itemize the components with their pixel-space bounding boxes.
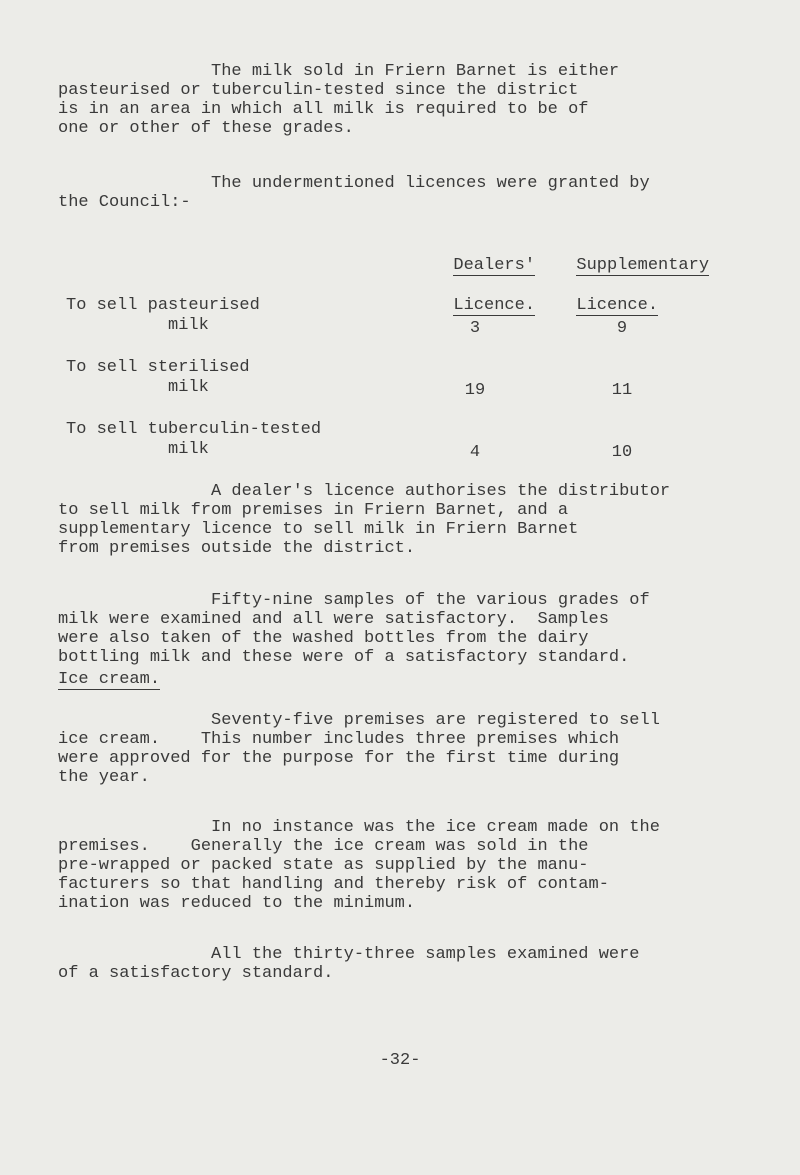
heading-ice-cream: Ice cream.	[58, 670, 161, 689]
paragraph-ice-cream-samples: All the thirty-three samples examined were of a satisfactory standard.	[58, 945, 640, 983]
cell-supplementary-pasteurised: 9	[616, 319, 628, 338]
paragraph-licences-intro: The undermentioned licences were granted by the Council:-	[58, 174, 650, 212]
cell-supplementary-sterilised: 11	[611, 381, 633, 400]
cell-dealers-pasteurised: 3	[469, 319, 481, 338]
paragraph-milk-grades: The milk sold in Friern Barnet is either pasteurised or tuberculin-tested since the district is in an area in which all milk is required to be of one or other of these grades.	[58, 62, 620, 138]
column-header-supplementary-line1: Supplementary	[576, 256, 710, 275]
column-header-dealers	[433, 236, 535, 316]
cell-supplementary-tuberculin-tested: 10	[611, 443, 633, 462]
column-header-dealers-line1: Dealers'	[453, 256, 536, 275]
column-header-supplementary	[556, 236, 709, 316]
column-header-dealers-line2: Licence.	[453, 296, 536, 315]
row-label-pasteurised: To sell pasteurised milk	[66, 296, 260, 335]
cell-dealers-tuberculin-tested: 4	[469, 443, 481, 462]
row-label-sterilised: To sell sterilised milk	[66, 358, 250, 397]
paragraph-dealer-licence: A dealer's licence authorises the distributor to sell milk from premises in Friern Barnet, and a supplementary licence to sell milk in Friern Barnet from premises outside the district.	[58, 482, 671, 558]
page-number: -32-	[379, 1051, 421, 1070]
paragraph-ice-cream-handling: In no instance was the ice cream made on the premises. Generally the ice cream was sold in the pre-wrapped or packed state as supplied by the manu- facturers so that handling and thereby risk of contam- ination was reduced to the minimum.	[58, 818, 660, 913]
paragraph-milk-samples: Fifty-nine samples of the various grades of milk were examined and all were satisfactory. Samples were also taken of the washed bottles from the dairy bottling milk and these were of a satisfactory standard.	[58, 591, 650, 667]
row-label-tuberculin-tested: To sell tuberculin-tested milk	[66, 420, 322, 459]
cell-dealers-sterilised: 19	[464, 381, 486, 400]
paragraph-ice-cream-registered: Seventy-five premises are registered to sell ice cream. This number includes three premises which were approved for the purpose for the first time during the year.	[58, 711, 660, 787]
column-header-supplementary-line2: Licence.	[576, 296, 659, 315]
